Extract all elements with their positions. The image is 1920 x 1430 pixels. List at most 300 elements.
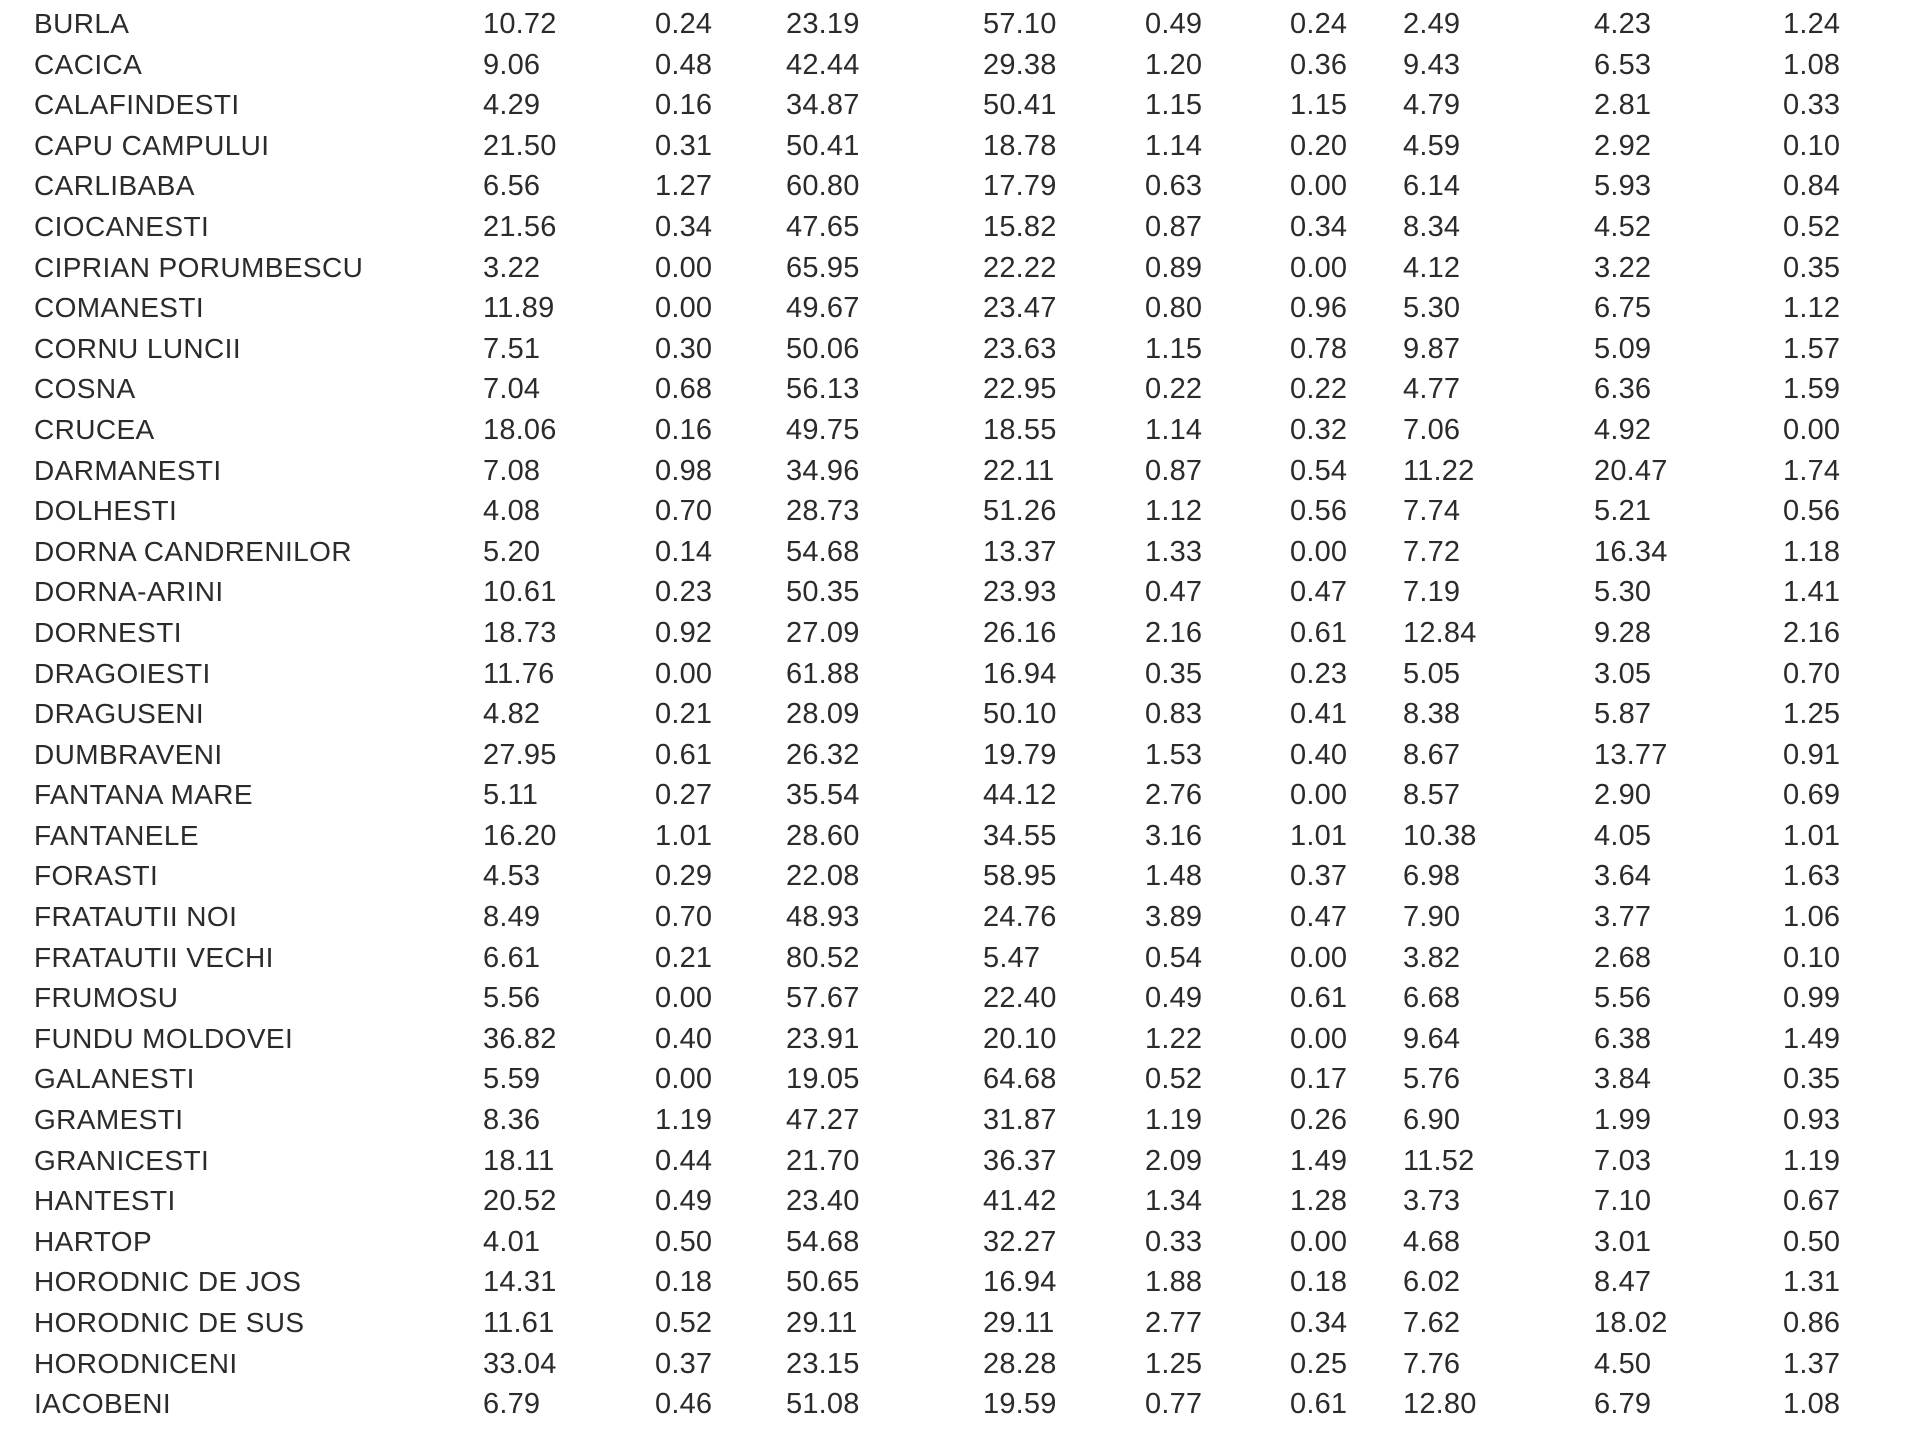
value-cell: 32.27	[983, 1225, 1057, 1258]
value-cell: 54.68	[786, 1225, 860, 1258]
value-cell: 11.76	[483, 657, 555, 690]
value-cell: 13.77	[1594, 738, 1668, 771]
value-cell: 11.61	[483, 1307, 555, 1339]
value-cell: 0.93	[1783, 1104, 1841, 1137]
value-cell: 10.38	[1403, 819, 1477, 852]
value-cell: 12.80	[1403, 1388, 1477, 1421]
value-cell: 1.37	[1783, 1347, 1841, 1380]
value-cell: 1.33	[1145, 535, 1203, 568]
value-cell: 57.10	[983, 8, 1057, 40]
value-cell: 7.08	[483, 454, 541, 487]
value-cell: 0.16	[655, 413, 713, 446]
locality-name-cell: BURLA	[34, 8, 130, 39]
value-cell: 0.54	[1145, 941, 1203, 974]
table-row	[0, 248, 1920, 289]
locality-name-cell: CAPU CAMPULUI	[34, 129, 270, 161]
value-cell: 12.84	[1403, 616, 1477, 649]
value-cell: 1.19	[1145, 1104, 1203, 1137]
value-cell: 0.25	[1290, 1347, 1348, 1380]
table-row	[0, 694, 1920, 735]
table-row	[0, 126, 1920, 167]
locality-name-cell: CALAFINDESTI	[34, 89, 240, 121]
data-table	[0, 4, 1920, 1425]
value-cell: 49.67	[786, 292, 860, 325]
value-cell: 0.17	[1290, 1063, 1348, 1096]
value-cell: 0.91	[1783, 738, 1841, 771]
value-cell: 3.16	[1145, 819, 1203, 852]
value-cell: 22.40	[983, 982, 1057, 1015]
value-cell: 0.50	[655, 1225, 713, 1258]
value-cell: 9.43	[1403, 48, 1461, 81]
locality-name-cell: FUNDU MOLDOVEI	[34, 1022, 294, 1054]
value-cell: 4.01	[483, 1225, 541, 1258]
value-cell: 29.11	[983, 1307, 1055, 1339]
value-cell: 26.16	[983, 616, 1057, 649]
value-cell: 5.76	[1403, 1063, 1461, 1096]
table-row	[0, 1019, 1920, 1060]
value-cell: 1.28	[1290, 1185, 1348, 1218]
locality-name-cell: CORNU LUNCII	[34, 332, 242, 364]
value-cell: 50.06	[786, 332, 860, 365]
table-row	[0, 1059, 1920, 1100]
value-cell: 9.06	[483, 48, 541, 81]
value-cell: 9.87	[1403, 332, 1461, 365]
value-cell: 16.94	[983, 657, 1057, 690]
value-cell: 64.68	[983, 1063, 1057, 1096]
value-cell: 0.98	[655, 454, 713, 487]
value-cell: 7.04	[483, 373, 541, 406]
value-cell: 0.49	[1145, 8, 1203, 40]
value-cell: 2.09	[1145, 1144, 1203, 1177]
locality-name-cell: CRUCEA	[34, 413, 155, 445]
value-cell: 5.87	[1594, 698, 1652, 731]
value-cell: 6.90	[1403, 1104, 1461, 1137]
value-cell: 0.10	[1783, 129, 1841, 162]
locality-name-cell: HORODNIC DE SUS	[34, 1307, 305, 1338]
table-row	[0, 45, 1920, 86]
locality-name-cell: FORASTI	[34, 860, 159, 892]
value-cell: 6.53	[1594, 48, 1652, 81]
value-cell: 0.44	[655, 1144, 713, 1177]
locality-name-cell: COSNA	[34, 373, 136, 405]
value-cell: 1.08	[1783, 48, 1841, 81]
value-cell: 0.52	[1145, 1063, 1203, 1096]
value-cell: 1.63	[1783, 860, 1841, 893]
value-cell: 0.61	[1290, 1388, 1348, 1421]
value-cell: 0.21	[655, 698, 713, 731]
value-cell: 3.64	[1594, 860, 1652, 893]
table-row	[0, 1344, 1920, 1385]
value-cell: 0.20	[1290, 129, 1348, 162]
value-cell: 0.83	[1145, 698, 1203, 731]
value-cell: 0.18	[1290, 1266, 1348, 1299]
value-cell: 0.35	[1783, 1063, 1841, 1096]
value-cell: 36.37	[983, 1144, 1057, 1177]
value-cell: 2.49	[1403, 8, 1461, 40]
value-cell: 0.00	[655, 292, 713, 325]
value-cell: 56.13	[786, 373, 860, 406]
value-cell: 49.75	[786, 413, 860, 446]
value-cell: 1.57	[1783, 332, 1841, 365]
value-cell: 0.48	[655, 48, 713, 81]
value-cell: 6.75	[1594, 292, 1652, 325]
table-row	[0, 451, 1920, 492]
value-cell: 7.10	[1594, 1185, 1652, 1218]
value-cell: 4.08	[483, 495, 541, 528]
value-cell: 7.76	[1403, 1347, 1461, 1380]
value-cell: 8.67	[1403, 738, 1461, 771]
value-cell: 27.09	[786, 616, 860, 649]
value-cell: 0.49	[1145, 982, 1203, 1015]
value-cell: 8.49	[483, 901, 541, 934]
value-cell: 1.01	[1783, 819, 1841, 852]
value-cell: 22.95	[983, 373, 1057, 406]
locality-name-cell: DUMBRAVENI	[34, 738, 223, 770]
value-cell: 0.00	[1290, 1225, 1348, 1258]
value-cell: 1.15	[1145, 89, 1203, 122]
table-row	[0, 1303, 1920, 1344]
value-cell: 1.08	[1783, 1388, 1841, 1421]
value-cell: 0.56	[1290, 495, 1348, 528]
table-row	[0, 1141, 1920, 1182]
table-row	[0, 1181, 1920, 1222]
value-cell: 10.61	[483, 576, 557, 609]
value-cell: 51.08	[786, 1388, 860, 1421]
value-cell: 0.69	[1783, 779, 1841, 812]
value-cell: 26.32	[786, 738, 860, 771]
value-cell: 11.89	[483, 292, 555, 325]
value-cell: 7.51	[483, 332, 541, 365]
value-cell: 0.00	[1290, 941, 1348, 974]
value-cell: 0.00	[1290, 779, 1348, 812]
table-row	[0, 85, 1920, 126]
value-cell: 58.95	[983, 860, 1057, 893]
value-cell: 4.23	[1594, 8, 1652, 40]
value-cell: 5.30	[1594, 576, 1652, 609]
table-row	[0, 654, 1920, 695]
value-cell: 9.28	[1594, 616, 1652, 649]
value-cell: 3.84	[1594, 1063, 1652, 1096]
value-cell: 0.50	[1783, 1225, 1841, 1258]
value-cell: 21.50	[483, 129, 557, 162]
value-cell: 0.70	[655, 495, 713, 528]
value-cell: 0.61	[1290, 616, 1348, 649]
value-cell: 1.19	[655, 1104, 713, 1137]
value-cell: 1.88	[1145, 1266, 1203, 1299]
value-cell: 1.41	[1783, 576, 1841, 609]
value-cell: 1.49	[1290, 1144, 1348, 1177]
value-cell: 5.20	[483, 535, 541, 568]
locality-name-cell: HORODNICENI	[34, 1347, 238, 1379]
locality-name-cell: CIOCANESTI	[34, 210, 210, 242]
value-cell: 1.19	[1783, 1144, 1841, 1177]
value-cell: 0.89	[1145, 251, 1203, 284]
value-cell: 0.00	[655, 251, 713, 284]
value-cell: 0.80	[1145, 292, 1203, 325]
value-cell: 0.78	[1290, 332, 1348, 365]
value-cell: 1.74	[1783, 454, 1841, 487]
value-cell: 19.05	[786, 1063, 860, 1096]
value-cell: 18.78	[983, 129, 1057, 162]
value-cell: 5.21	[1594, 495, 1652, 528]
value-cell: 4.68	[1403, 1225, 1461, 1258]
locality-name-cell: GRAMESTI	[34, 1104, 184, 1136]
value-cell: 48.93	[786, 901, 860, 934]
value-cell: 3.82	[1403, 941, 1461, 974]
value-cell: 2.16	[1145, 616, 1203, 649]
value-cell: 0.52	[655, 1307, 713, 1339]
value-cell: 1.34	[1145, 1185, 1203, 1218]
value-cell: 13.37	[983, 535, 1057, 568]
value-cell: 65.95	[786, 251, 860, 284]
table-row	[0, 329, 1920, 370]
locality-name-cell: GRANICESTI	[34, 1144, 210, 1176]
locality-name-cell: DORNESTI	[34, 616, 182, 648]
value-cell: 18.02	[1594, 1307, 1668, 1339]
value-cell: 4.12	[1403, 251, 1461, 284]
value-cell: 9.64	[1403, 1022, 1461, 1055]
value-cell: 1.53	[1145, 738, 1203, 771]
value-cell: 1.59	[1783, 373, 1841, 406]
value-cell: 1.12	[1145, 495, 1203, 528]
value-cell: 2.92	[1594, 129, 1652, 162]
table-row	[0, 166, 1920, 207]
value-cell: 6.56	[483, 170, 541, 203]
value-cell: 50.41	[983, 89, 1057, 122]
value-cell: 0.63	[1145, 170, 1203, 203]
locality-name-cell: GALANESTI	[34, 1063, 195, 1095]
value-cell: 0.00	[1783, 413, 1841, 446]
value-cell: 44.12	[983, 779, 1057, 812]
value-cell: 0.29	[655, 860, 713, 893]
value-cell: 50.65	[786, 1266, 860, 1299]
value-cell: 80.52	[786, 941, 860, 974]
value-cell: 0.00	[655, 1063, 713, 1096]
value-cell: 57.67	[786, 982, 860, 1015]
value-cell: 17.79	[983, 170, 1057, 203]
value-cell: 0.30	[655, 332, 713, 365]
value-cell: 6.14	[1403, 170, 1461, 203]
value-cell: 0.23	[655, 576, 713, 609]
value-cell: 0.22	[1290, 373, 1348, 406]
value-cell: 0.40	[655, 1022, 713, 1055]
locality-name-cell: DORNA-ARINI	[34, 576, 224, 608]
value-cell: 3.01	[1594, 1225, 1652, 1258]
value-cell: 0.35	[1783, 251, 1841, 284]
value-cell: 23.93	[983, 576, 1057, 609]
value-cell: 16.20	[483, 819, 557, 852]
value-cell: 28.09	[786, 698, 860, 731]
value-cell: 6.98	[1403, 860, 1461, 893]
locality-name-cell: FANTANELE	[34, 819, 199, 851]
locality-name-cell: CACICA	[34, 48, 143, 80]
value-cell: 23.47	[983, 292, 1057, 325]
value-cell: 0.35	[1145, 657, 1203, 690]
value-cell: 27.95	[483, 738, 557, 771]
value-cell: 28.28	[983, 1347, 1057, 1380]
value-cell: 29.38	[983, 48, 1057, 81]
value-cell: 28.73	[786, 495, 860, 528]
locality-name-cell: CIPRIAN PORUMBESCU	[34, 251, 364, 283]
value-cell: 0.37	[655, 1347, 713, 1380]
table-row	[0, 856, 1920, 897]
table-row	[0, 288, 1920, 329]
value-cell: 1.27	[655, 170, 713, 203]
value-cell: 3.22	[1594, 251, 1652, 284]
value-cell: 3.05	[1594, 657, 1652, 690]
value-cell: 0.34	[1290, 210, 1348, 243]
value-cell: 5.56	[1594, 982, 1652, 1015]
value-cell: 5.05	[1403, 657, 1461, 690]
value-cell: 0.24	[655, 8, 713, 40]
value-cell: 16.34	[1594, 535, 1668, 568]
value-cell: 0.31	[655, 129, 713, 162]
value-cell: 1.25	[1145, 1347, 1203, 1380]
value-cell: 1.12	[1783, 292, 1841, 325]
value-cell: 4.82	[483, 698, 541, 731]
value-cell: 1.24	[1783, 8, 1841, 40]
value-cell: 5.30	[1403, 292, 1461, 325]
value-cell: 1.22	[1145, 1022, 1203, 1055]
value-cell: 0.10	[1783, 941, 1841, 974]
value-cell: 16.94	[983, 1266, 1057, 1299]
value-cell: 1.14	[1145, 129, 1203, 162]
value-cell: 0.70	[1783, 657, 1841, 690]
locality-name-cell: DRAGOIESTI	[34, 657, 211, 689]
value-cell: 4.05	[1594, 819, 1652, 852]
value-cell: 18.55	[983, 413, 1057, 446]
table-row	[0, 816, 1920, 857]
value-cell: 23.40	[786, 1185, 860, 1218]
table-row	[0, 978, 1920, 1019]
locality-name-cell: HORODNIC DE JOS	[34, 1266, 302, 1298]
value-cell: 47.27	[786, 1104, 860, 1137]
value-cell: 1.01	[1290, 819, 1348, 852]
value-cell: 4.77	[1403, 373, 1461, 406]
value-cell: 3.89	[1145, 901, 1203, 934]
value-cell: 0.87	[1145, 454, 1203, 487]
table-row	[0, 735, 1920, 776]
value-cell: 0.40	[1290, 738, 1348, 771]
value-cell: 0.67	[1783, 1185, 1841, 1218]
value-cell: 7.03	[1594, 1144, 1652, 1177]
table-row	[0, 775, 1920, 816]
value-cell: 8.36	[483, 1104, 541, 1137]
value-cell: 5.09	[1594, 332, 1652, 365]
value-cell: 34.96	[786, 454, 860, 487]
value-cell: 0.34	[1290, 1307, 1348, 1339]
locality-name-cell: DRAGUSENI	[34, 698, 205, 730]
value-cell: 0.99	[1783, 982, 1841, 1015]
value-cell: 0.34	[655, 210, 713, 243]
value-cell: 8.34	[1403, 210, 1461, 243]
value-cell: 20.47	[1594, 454, 1668, 487]
value-cell: 4.50	[1594, 1347, 1652, 1380]
table-row	[0, 532, 1920, 573]
value-cell: 1.15	[1145, 332, 1203, 365]
value-cell: 3.77	[1594, 901, 1652, 934]
value-cell: 23.19	[786, 8, 860, 40]
value-cell: 11.22	[1403, 454, 1475, 487]
value-cell: 8.47	[1594, 1266, 1652, 1299]
value-cell: 0.92	[655, 616, 713, 649]
value-cell: 0.00	[655, 657, 713, 690]
table-row	[0, 369, 1920, 410]
value-cell: 0.24	[1290, 8, 1348, 40]
table-row	[0, 207, 1920, 248]
value-cell: 2.77	[1145, 1307, 1203, 1339]
value-cell: 1.14	[1145, 413, 1203, 446]
value-cell: 3.73	[1403, 1185, 1461, 1218]
value-cell: 1.48	[1145, 860, 1203, 893]
value-cell: 19.79	[983, 738, 1057, 771]
value-cell: 0.21	[655, 941, 713, 974]
value-cell: 2.68	[1594, 941, 1652, 974]
value-cell: 36.82	[483, 1022, 557, 1055]
value-cell: 1.15	[1290, 89, 1348, 122]
value-cell: 8.57	[1403, 779, 1461, 812]
value-cell: 0.41	[1290, 698, 1348, 731]
value-cell: 0.68	[655, 373, 713, 406]
value-cell: 0.46	[655, 1388, 713, 1421]
value-cell: 6.61	[483, 941, 541, 974]
value-cell: 5.59	[483, 1063, 541, 1096]
value-cell: 0.00	[1290, 251, 1348, 284]
value-cell: 0.14	[655, 535, 713, 568]
value-cell: 29.11	[786, 1307, 858, 1339]
value-cell: 1.06	[1783, 901, 1841, 934]
value-cell: 14.31	[483, 1266, 557, 1299]
value-cell: 5.56	[483, 982, 541, 1015]
locality-name-cell: CARLIBABA	[34, 170, 195, 202]
value-cell: 23.15	[786, 1347, 860, 1380]
value-cell: 0.00	[1290, 1022, 1348, 1055]
value-cell: 31.87	[983, 1104, 1057, 1137]
value-cell: 0.61	[1290, 982, 1348, 1015]
value-cell: 0.33	[1145, 1225, 1203, 1258]
locality-name-cell: FANTANA MARE	[34, 779, 253, 811]
table-row	[0, 897, 1920, 938]
value-cell: 0.56	[1783, 495, 1841, 528]
value-cell: 7.06	[1403, 413, 1461, 446]
table-row	[0, 938, 1920, 979]
locality-name-cell: DARMANESTI	[34, 454, 222, 486]
value-cell: 5.11	[483, 779, 539, 812]
value-cell: 6.02	[1403, 1266, 1461, 1299]
value-cell: 4.29	[483, 89, 541, 122]
locality-name-cell: HARTOP	[34, 1225, 153, 1257]
value-cell: 0.47	[1145, 576, 1203, 609]
value-cell: 0.18	[655, 1266, 713, 1299]
table-row	[0, 1100, 1920, 1141]
value-cell: 0.32	[1290, 413, 1348, 446]
value-cell: 6.79	[483, 1388, 541, 1421]
value-cell: 4.53	[483, 860, 541, 893]
value-cell: 18.11	[483, 1144, 555, 1177]
value-cell: 23.63	[983, 332, 1057, 365]
table-row	[0, 1384, 1920, 1425]
locality-name-cell: IACOBENI	[34, 1388, 172, 1420]
value-cell: 20.10	[983, 1022, 1057, 1055]
value-cell: 0.33	[1783, 89, 1841, 122]
locality-name-cell: FRATAUTII NOI	[34, 901, 238, 933]
value-cell: 0.22	[1145, 373, 1203, 406]
value-cell: 21.56	[483, 210, 557, 243]
value-cell: 22.11	[983, 454, 1055, 487]
value-cell: 2.76	[1145, 779, 1203, 812]
value-cell: 2.81	[1594, 89, 1652, 122]
value-cell: 18.06	[483, 413, 557, 446]
